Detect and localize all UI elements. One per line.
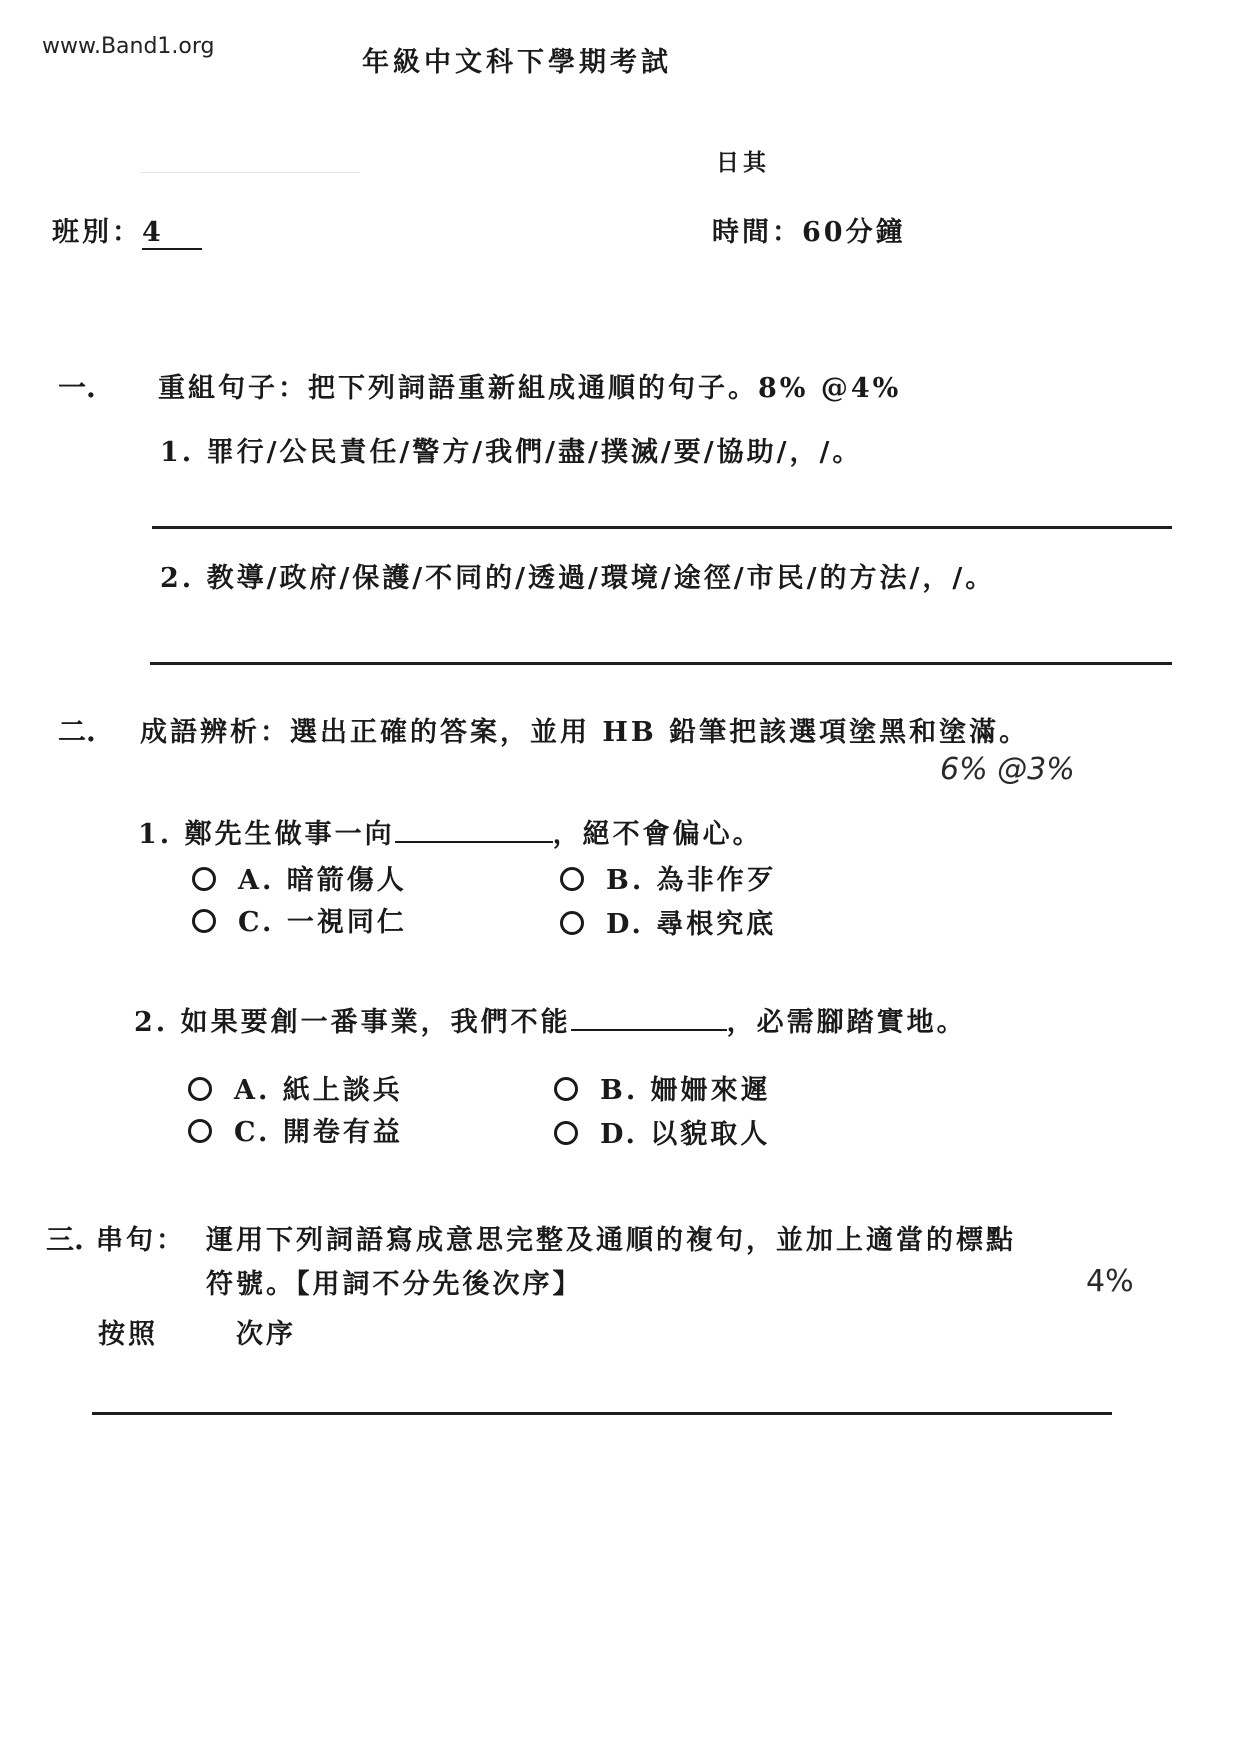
q2-suffix: ，必需腳踏實地。 [726, 1007, 967, 1038]
section1-question1: 1. 罪行/公民責任/警方/我們/盡/撲滅/要/協助/，/。 [160, 437, 863, 468]
date-label: 日其 [716, 149, 770, 176]
time-label: 時間： [712, 217, 802, 248]
bubble-icon[interactable] [554, 1121, 578, 1145]
section1-title: 重組句子：把下列詞語重新組成通順的句子。8% @4% [158, 373, 902, 404]
section3-marks: 4% [1086, 1264, 1134, 1299]
q2-prefix: 2. 如果要創一番事業，我們不能 [134, 1007, 571, 1038]
faint-rule [140, 172, 360, 173]
section3-label: 串句： [96, 1225, 186, 1256]
bubble-icon[interactable] [554, 1077, 578, 1101]
q1-option-d[interactable]: D. 尋根究底 [560, 902, 776, 941]
q2-option-a[interactable]: A. 紙上談兵 [188, 1068, 403, 1107]
section3-word2: 次序 [236, 1319, 296, 1350]
class-field [52, 210, 202, 250]
section2-question2 [134, 1000, 967, 1039]
bubble-icon[interactable] [188, 1119, 212, 1143]
q1-prefix: 1. 鄭先生做事一向 [138, 819, 395, 850]
q2-option-d[interactable]: D. 以貌取人 [554, 1112, 770, 1151]
site-watermark: www.Band1.org [42, 34, 215, 59]
q1-option-b[interactable]: B. 為非作歹 [560, 858, 777, 897]
section3-word1: 按照 [98, 1319, 158, 1350]
class-label: 班別： [52, 217, 142, 248]
answer-line-1[interactable] [152, 526, 1172, 529]
bubble-icon[interactable] [192, 909, 216, 933]
section3-number: 三. [46, 1223, 84, 1256]
q2-blank[interactable] [571, 1005, 727, 1031]
q1-blank[interactable] [395, 817, 553, 843]
answer-line-2[interactable] [150, 662, 1172, 665]
time-value: 60分鐘 [802, 217, 906, 248]
bubble-icon[interactable] [192, 867, 216, 891]
exam-title: 年級中文科下學期考試 [362, 47, 672, 78]
section2-question1 [138, 812, 763, 851]
section3-instruction-line1: 運用下列詞語寫成意思完整及通順的複句，並加上適當的標點 [206, 1225, 1016, 1256]
q2-option-b[interactable]: B. 姍姍來遲 [554, 1068, 771, 1107]
q1-option-c[interactable]: C. 一視同仁 [192, 900, 407, 939]
section1-question2: 2. 教導/政府/保護/不同的/透過/環境/途徑/市民/的方法/，/。 [160, 563, 996, 594]
q1-suffix: ，絕不會偏心。 [552, 819, 763, 850]
q1-option-a[interactable]: A. 暗箭傷人 [192, 858, 407, 897]
section3-instruction-line2: 符號。【用詞不分先後次序】 [206, 1269, 583, 1300]
section2-title: 成語辨析：選出正確的答案，並用 HB 鉛筆把該選項塗黑和塗滿。 [140, 717, 1030, 748]
bubble-icon[interactable] [560, 867, 584, 891]
answer-line-3[interactable] [92, 1412, 1112, 1415]
section2-marks: 6% @3% [940, 752, 1075, 787]
time-field [712, 210, 906, 249]
bubble-icon[interactable] [560, 911, 584, 935]
class-value: 4 [142, 217, 202, 250]
q2-option-c[interactable]: C. 開卷有益 [188, 1110, 403, 1149]
bubble-icon[interactable] [188, 1077, 212, 1101]
section2-number: 二. [58, 715, 96, 748]
section1-number: 一. [58, 371, 96, 404]
